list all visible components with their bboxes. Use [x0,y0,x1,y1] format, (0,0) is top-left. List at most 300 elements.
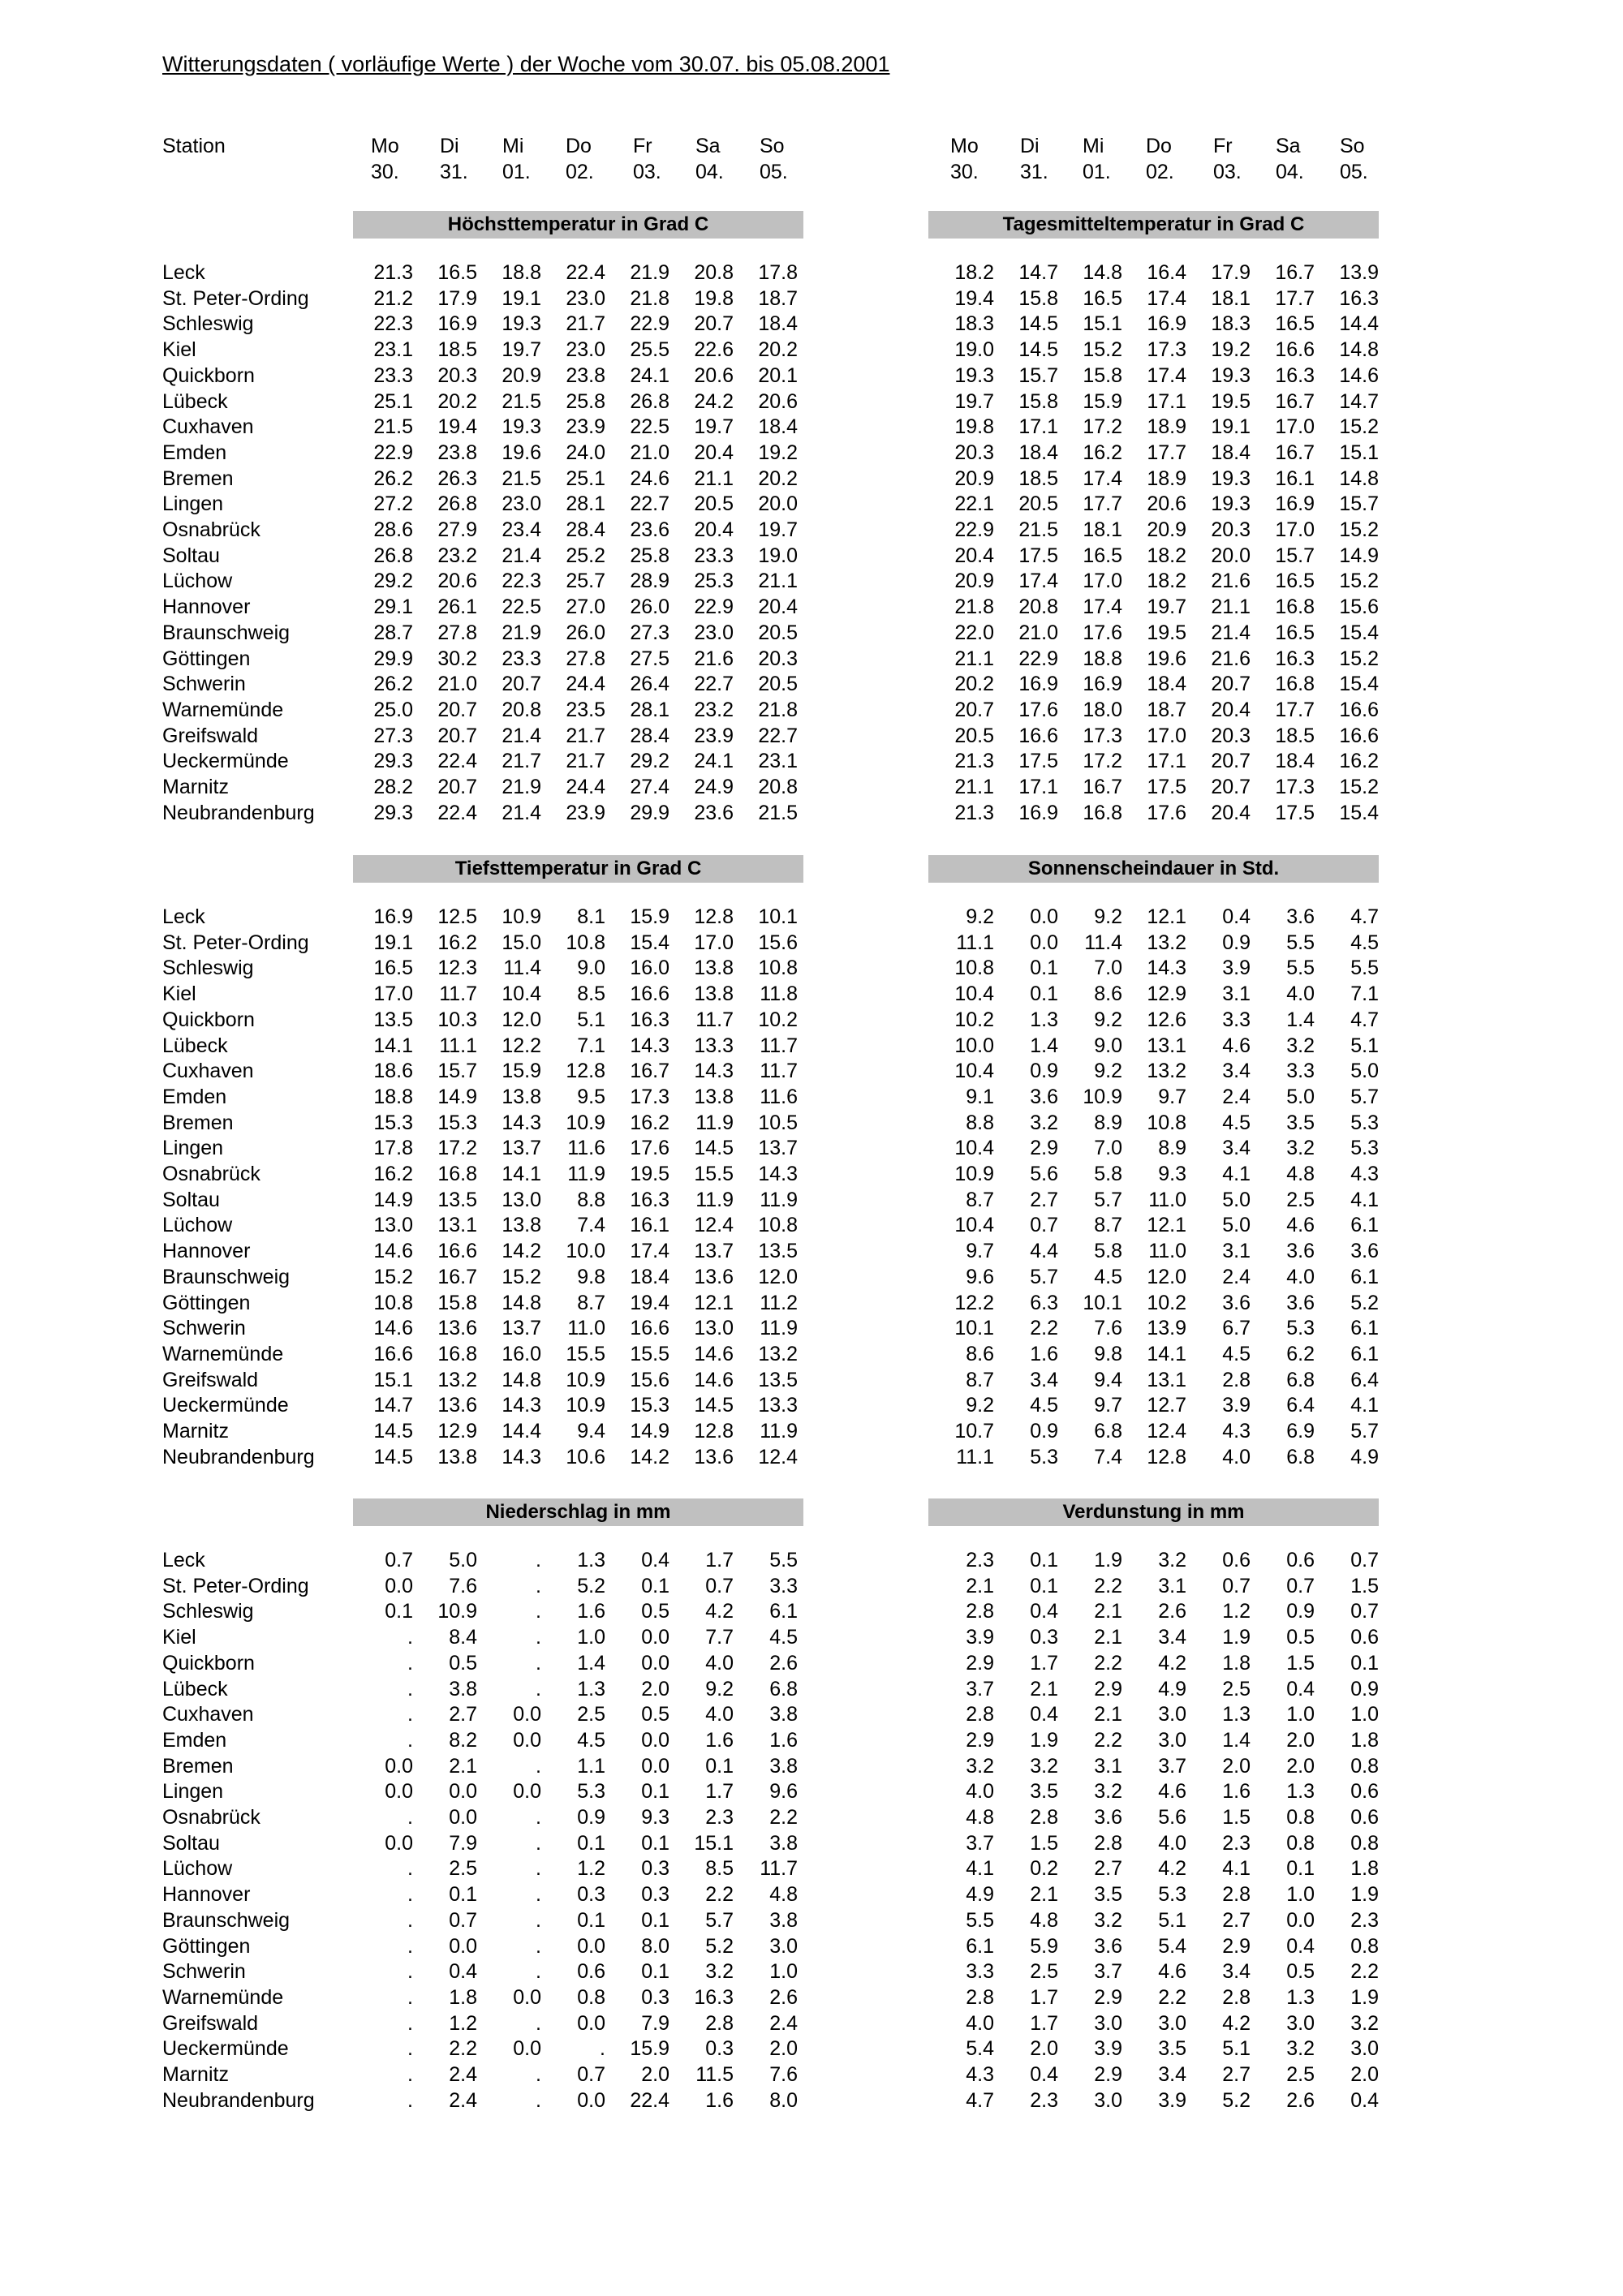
value-cell: 3.0 [1158,1703,1186,1726]
station-name: Greifswald [162,2011,259,2035]
value-cell: 13.3 [694,1034,734,1057]
value-cell: 15.7 [437,1060,477,1083]
value-cell: 2.7 [1030,1188,1058,1211]
value-cell: 15.6 [1339,595,1379,619]
value-cell: 21.0 [1018,621,1058,644]
value-cell: 20.5 [1018,492,1058,516]
value-cell: 17.4 [1147,286,1186,310]
value-cell: . [407,2011,413,2035]
value-cell: 0.7 [1030,1214,1058,1237]
value-cell: 9.4 [577,1420,605,1443]
value-cell: 15.3 [630,1394,669,1417]
value-cell: 2.7 [449,1703,477,1726]
value-cell: 19.2 [1211,338,1251,362]
value-cell: 2.0 [641,2063,669,2086]
value-cell: 0.3 [1030,1626,1058,1649]
station-header: Station [162,135,226,157]
value-cell: 16.5 [1275,312,1315,336]
value-cell: 11.7 [760,1857,798,1881]
value-cell: 17.3 [1083,724,1122,747]
value-cell: 22.7 [694,673,734,696]
value-cell: 20.6 [694,363,734,387]
value-cell: 20.8 [502,698,541,721]
value-cell: 8.7 [577,1291,605,1314]
value-cell: 9.6 [769,1780,798,1804]
station-name: Quickborn [162,363,255,387]
value-cell: 14.6 [373,1317,413,1340]
station-name: Marnitz [162,1420,229,1443]
value-cell: 2.8 [966,1985,994,2009]
value-cell: 3.6 [1222,1291,1251,1314]
value-cell: 15.1 [1339,441,1379,464]
value-cell: 21.0 [630,441,669,464]
value-cell: . [407,1626,413,1649]
value-cell: 15.2 [373,1265,413,1288]
value-cell: 0.8 [1350,1934,1379,1958]
value-cell: . [407,2063,413,2086]
value-cell: 5.0 [1222,1214,1251,1237]
value-cell: 19.3 [502,415,541,439]
value-cell: 1.3 [577,1677,605,1701]
value-cell: 0.8 [1350,1754,1379,1778]
value-cell: 28.4 [566,518,605,541]
value-cell: 16.9 [437,312,477,336]
date-header: 02. [566,161,594,183]
value-cell: 12.4 [1147,1420,1186,1443]
value-cell: . [407,2037,413,2061]
value-cell: 3.2 [705,1960,734,1984]
value-cell: 3.5 [1030,1780,1058,1804]
value-cell: 5.4 [1158,1934,1186,1958]
value-cell: 22.4 [566,261,605,284]
value-cell: . [536,1600,541,1623]
value-cell: 5.3 [1350,1111,1379,1134]
value-cell: 14.3 [502,1394,541,1417]
value-cell: 19.7 [954,389,994,413]
value-cell: 20.7 [437,698,477,721]
value-cell: 2.1 [1094,1626,1122,1649]
value-cell: 5.0 [1222,1188,1251,1211]
value-cell: 12.0 [758,1265,798,1288]
value-cell: 0.0 [641,1626,669,1649]
value-cell: 5.1 [1222,2037,1251,2061]
value-cell: 15.9 [502,1060,541,1083]
value-cell: 15.9 [630,2037,669,2061]
value-cell: 12.4 [694,1214,734,1237]
value-cell: 0.0 [577,2011,605,2035]
value-cell: 22.0 [954,621,994,644]
value-cell: 5.2 [705,1934,734,1958]
value-cell: 2.2 [1094,1651,1122,1675]
value-cell: 0.4 [1030,1703,1058,1726]
value-cell: 8.6 [966,1342,994,1365]
value-cell: 14.5 [373,1445,413,1468]
value-cell: 14.8 [502,1291,541,1314]
value-cell: 9.2 [966,905,994,928]
value-cell: 8.9 [1094,1111,1122,1134]
value-cell: 3.1 [1222,1240,1251,1263]
value-cell: 2.6 [769,1985,798,2009]
value-cell: 3.0 [1158,2011,1186,2035]
value-cell: 0.4 [449,1960,477,1984]
value-cell: 22.6 [694,338,734,362]
value-cell: 3.4 [1222,1060,1251,1083]
value-cell: 10.2 [1147,1291,1186,1314]
value-cell: 17.0 [1083,570,1122,593]
value-cell: 1.6 [705,2088,734,2112]
station-name: Göttingen [162,647,251,670]
value-cell: 3.5 [1094,1883,1122,1907]
value-cell: 0.8 [577,1985,605,2009]
value-cell: 12.8 [694,1420,734,1443]
value-cell: 0.7 [1350,1600,1379,1623]
value-cell: 13.6 [694,1265,734,1288]
value-cell: 15.0 [502,931,541,954]
value-cell: 10.4 [954,982,994,1006]
value-cell: 21.7 [566,312,605,336]
value-cell: 19.0 [954,338,994,362]
value-cell: 25.2 [566,544,605,567]
day-header: Mi [502,135,524,157]
value-cell: 19.1 [1211,415,1251,439]
value-cell: 13.2 [1147,931,1186,954]
value-cell: 1.8 [1350,1728,1379,1752]
value-cell: 0.1 [641,1780,669,1804]
value-cell: 27.8 [437,621,477,644]
day-header: Di [1020,135,1040,157]
value-cell: 22.4 [437,801,477,824]
value-cell: 1.2 [1222,1600,1251,1623]
value-cell: 18.7 [758,286,798,310]
value-cell: 4.5 [1222,1342,1251,1365]
value-cell: 2.5 [1286,2063,1315,2086]
value-cell: 23.6 [694,801,734,824]
value-cell: . [407,1703,413,1726]
value-cell: 17.4 [1018,570,1058,593]
station-name: Schwerin [162,1960,246,1984]
value-cell: 21.3 [373,261,413,284]
value-cell: 18.4 [1275,750,1315,773]
value-cell: 26.0 [630,595,669,619]
value-cell: 13.5 [373,1008,413,1031]
day-header: Sa [695,135,721,157]
value-cell: 30.2 [437,647,477,670]
value-cell: 19.1 [502,286,541,310]
value-cell: 24.4 [566,776,605,798]
value-cell: 4.0 [966,1780,994,1804]
station-name: Emden [162,1728,227,1752]
value-cell: 20.9 [1147,518,1186,541]
value-cell: 4.1 [1350,1394,1379,1417]
value-cell: 1.0 [1286,1703,1315,1726]
value-cell: 23.2 [694,698,734,721]
value-cell: 4.8 [1286,1163,1315,1185]
value-cell: 5.1 [1350,1034,1379,1057]
value-cell: 4.3 [1222,1420,1251,1443]
value-cell: 15.5 [566,1342,605,1365]
value-cell: 0.2 [1030,1857,1058,1881]
value-cell: 21.5 [1018,518,1058,541]
value-cell: 0.9 [1030,1060,1058,1083]
value-cell: 0.7 [1286,1574,1315,1597]
value-cell: 0.5 [1286,1960,1315,1984]
value-cell: 0.5 [641,1600,669,1623]
value-cell: 15.2 [1339,776,1379,798]
value-cell: 17.1 [1147,750,1186,773]
value-cell: 2.3 [1222,1831,1251,1855]
value-cell: 17.5 [1018,750,1058,773]
value-cell: 3.4 [1158,2063,1186,2086]
value-cell: 20.4 [954,544,994,567]
value-cell: 1.3 [577,1549,605,1572]
value-cell: 14.8 [1339,338,1379,362]
value-cell: 10.8 [758,1214,798,1237]
value-cell: 16.8 [437,1342,477,1365]
value-cell: 4.9 [966,1883,994,1907]
value-cell: 3.5 [1158,2037,1186,2061]
value-cell: 16.3 [1275,647,1315,670]
value-cell: 0.3 [641,1857,669,1881]
value-cell: 15.5 [694,1163,734,1185]
value-cell: 16.5 [437,261,477,284]
station-name: St. Peter-Ording [162,1574,309,1597]
value-cell: 3.4 [1222,1137,1251,1160]
value-cell: 14.7 [373,1394,413,1417]
value-cell: 0.0 [641,1728,669,1752]
value-cell: 21.5 [758,801,798,824]
value-cell: 18.8 [1083,647,1122,670]
value-cell: 7.6 [449,1574,477,1597]
station-name: Braunschweig [162,1265,291,1288]
value-cell: 22.9 [954,518,994,541]
value-cell: 14.5 [1018,338,1058,362]
value-cell: 27.3 [373,724,413,747]
value-cell: 29.1 [373,595,413,619]
value-cell: 4.1 [1350,1188,1379,1211]
value-cell: 16.9 [1083,673,1122,696]
station-name: Leck [162,905,205,928]
value-cell: 9.5 [577,1085,605,1108]
value-cell: 4.7 [966,2088,994,2112]
value-cell: 3.0 [1158,1728,1186,1752]
value-cell: 1.5 [1222,1806,1251,1829]
value-cell: 20.2 [437,389,477,413]
value-cell: 10.4 [954,1137,994,1160]
value-cell: 17.0 [1147,724,1186,747]
value-cell: 19.5 [630,1163,669,1185]
value-cell: 20.7 [694,312,734,336]
value-cell: 23.8 [566,363,605,387]
value-cell: 4.0 [705,1703,734,1726]
value-cell: 13.2 [437,1368,477,1391]
value-cell: 6.1 [966,1934,994,1958]
value-cell: 11.0 [567,1317,605,1340]
value-cell: 2.5 [577,1703,605,1726]
day-header: Di [440,135,459,157]
value-cell: 4.9 [1158,1677,1186,1701]
station-name: Hannover [162,595,251,619]
value-cell: 0.3 [577,1883,605,1907]
value-cell: 4.5 [1350,931,1379,954]
value-cell: 19.7 [1147,595,1186,619]
value-cell: 2.9 [1030,1137,1058,1160]
value-cell: 5.8 [1094,1240,1122,1263]
value-cell: 3.4 [1158,1626,1186,1649]
station-name: Warnemünde [162,1985,284,2009]
value-cell: 15.8 [437,1291,477,1314]
value-cell: 16.4 [1147,261,1186,284]
value-cell: 17.2 [437,1137,477,1160]
value-cell: 0.1 [1030,1574,1058,1597]
value-cell: 11.9 [695,1111,734,1134]
value-cell: 15.3 [373,1111,413,1134]
value-cell: 19.0 [758,544,798,567]
value-cell: 0.1 [577,1908,605,1932]
value-cell: 7.7 [705,1626,734,1649]
value-cell: 16.5 [373,957,413,980]
value-cell: 1.7 [1030,1985,1058,2009]
value-cell: 2.0 [1350,2063,1379,2086]
value-cell: 18.2 [954,261,994,284]
station-name: Hannover [162,1883,251,1907]
station-name: Warnemünde [162,698,284,721]
value-cell: 4.6 [1222,1034,1251,1057]
value-cell: 26.0 [566,621,605,644]
value-cell: 0.1 [577,1831,605,1855]
value-cell: 2.3 [1030,2088,1058,2112]
value-cell: 17.5 [1275,801,1315,824]
value-cell: 13.1 [437,1214,477,1237]
value-cell: 20.7 [502,673,541,696]
value-cell: 10.1 [758,905,798,928]
value-cell: 1.3 [1286,1985,1315,2009]
value-cell: 11.2 [760,1291,798,1314]
value-cell: 17.7 [1083,492,1122,516]
value-cell: 10.8 [566,931,605,954]
value-cell: 1.0 [577,1626,605,1649]
value-cell: 3.6 [1094,1806,1122,1829]
value-cell: 15.4 [1339,801,1379,824]
value-cell: 23.8 [437,441,477,464]
value-cell: 21.8 [954,595,994,619]
date-header: 03. [1213,161,1242,183]
value-cell: 13.9 [1147,1317,1186,1340]
value-cell: 17.6 [1083,621,1122,644]
section-title: Verdunstung in mm [928,1498,1379,1526]
value-cell: 1.0 [1286,1883,1315,1907]
value-cell: 3.0 [1094,2088,1122,2112]
value-cell: 21.4 [502,724,541,747]
value-cell: 16.6 [1275,338,1315,362]
value-cell: 5.1 [577,1008,605,1031]
value-cell: 16.6 [1339,698,1379,721]
page-title: Witterungsdaten ( vorläufige Werte ) der Woche vom 30.07. bis 05.08.2001 [162,52,890,76]
value-cell: 13.3 [758,1394,798,1417]
value-cell: 0.7 [385,1549,413,1572]
value-cell: 16.6 [1339,724,1379,747]
value-cell: 20.2 [758,467,798,490]
value-cell: 22.9 [630,312,669,336]
value-cell: 20.4 [1211,801,1251,824]
value-cell: 10.8 [954,957,994,980]
value-cell: 3.2 [966,1754,994,1778]
value-cell: 3.2 [1094,1908,1122,1932]
station-name: Marnitz [162,776,229,798]
value-cell: 18.3 [1211,312,1251,336]
value-cell: 0.9 [1222,931,1251,954]
value-cell: 0.3 [641,1985,669,2009]
date-header: 05. [1340,161,1368,183]
station-name: Cuxhaven [162,415,254,439]
value-cell: 0.5 [641,1703,669,1726]
value-cell: 1.6 [769,1728,798,1752]
value-cell: 16.1 [1275,467,1315,490]
value-cell: 19.5 [1211,389,1251,413]
value-cell: 14.8 [1083,261,1122,284]
value-cell: 15.1 [373,1368,413,1391]
value-cell: 5.5 [769,1549,798,1572]
value-cell: 2.2 [769,1806,798,1829]
value-cell: 0.8 [1286,1831,1315,1855]
value-cell: 16.7 [1275,389,1315,413]
value-cell: 16.1 [630,1214,669,1237]
day-header: Sa [1276,135,1301,157]
value-cell: 7.0 [1094,957,1122,980]
value-cell: 18.2 [1147,570,1186,593]
value-cell: 20.3 [954,441,994,464]
value-cell: 12.7 [1147,1394,1186,1417]
value-cell: 21.6 [1211,570,1251,593]
value-cell: . [536,1651,541,1675]
value-cell: 3.1 [1222,982,1251,1006]
value-cell: 17.1 [1018,415,1058,439]
value-cell: 2.2 [1030,1317,1058,1340]
value-cell: 2.1 [1030,1883,1058,1907]
value-cell: 11.9 [760,1317,798,1340]
value-cell: 14.3 [758,1163,798,1185]
value-cell: 0.0 [513,1985,541,2009]
value-cell: 2.8 [1222,1883,1251,1907]
value-cell: 17.6 [1018,698,1058,721]
value-cell: 20.4 [1211,698,1251,721]
value-cell: 6.1 [1350,1265,1379,1288]
value-cell: . [407,1960,413,1984]
value-cell: 18.2 [1147,544,1186,567]
value-cell: 18.3 [954,312,994,336]
value-cell: 0.1 [1286,1857,1315,1881]
value-cell: 21.4 [502,544,541,567]
value-cell: 15.1 [1083,312,1122,336]
value-cell: 17.3 [1275,776,1315,798]
value-cell: 16.6 [373,1342,413,1365]
value-cell: 12.3 [437,957,477,980]
value-cell: 3.8 [449,1677,477,1701]
value-cell: 23.0 [694,621,734,644]
value-cell: 7.1 [1350,982,1379,1006]
value-cell: 2.9 [1094,1985,1122,2009]
value-cell: 9.2 [1094,1008,1122,1031]
station-name: Braunschweig [162,621,291,644]
value-cell: 21.4 [502,801,541,824]
value-cell: 21.9 [630,261,669,284]
value-cell: 11.9 [760,1188,798,1211]
value-cell: 0.6 [1350,1626,1379,1649]
value-cell: 5.4 [966,2037,994,2061]
value-cell: . [536,2011,541,2035]
value-cell: 22.1 [954,492,994,516]
value-cell: 18.7 [1147,698,1186,721]
value-cell: 19.3 [1211,363,1251,387]
